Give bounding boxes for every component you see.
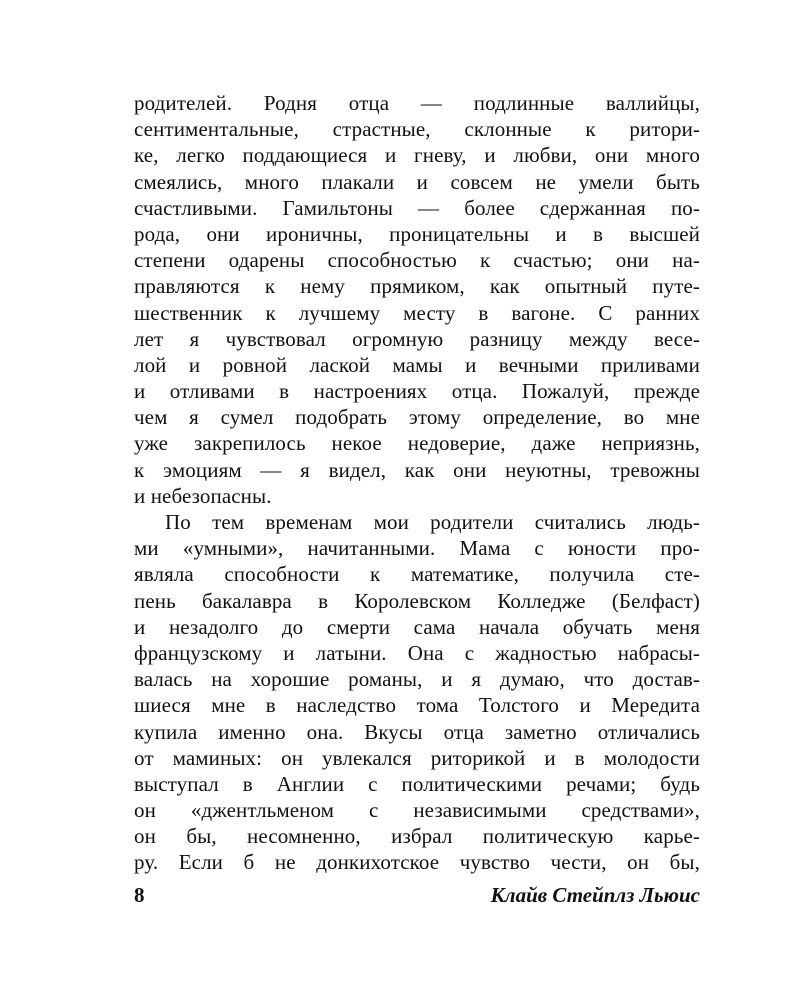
text-line: сентиментальные, страстные, склонные к ритори- bbox=[134, 117, 700, 142]
text-line: уже закрепилось некое недоверие, даже неприязнь, bbox=[134, 431, 700, 456]
text-line: чем я сумел подобрать этому определение, во мне bbox=[134, 405, 700, 430]
paragraph-start-line: По тем временам мои родители считались людь- bbox=[165, 510, 700, 534]
text-line: французскому и латыни. Она с жадностью набрасы- bbox=[134, 640, 700, 665]
text-line: лет я чувствовал огромную разницу между весе- bbox=[134, 326, 700, 351]
text-line: ми «умными», начитанными. Мама с юности про- bbox=[134, 536, 700, 561]
text-line: он бы, несомненно, избрал политическую карье- bbox=[134, 824, 700, 849]
text-line: являла способности к математике, получила сте- bbox=[134, 562, 700, 587]
text-line: он «джентльменом с независимыми средствами», bbox=[134, 798, 700, 823]
text-line: шиеся мне в наследство тома Толстого и Мередита bbox=[134, 693, 700, 718]
text-line: лой и ровной лаской мамы и вечными приливами bbox=[134, 352, 700, 377]
text-line: смеялись, много плакали и совсем не умели быть bbox=[134, 169, 700, 194]
text-line: выступал в Англии с политическими речами; будь bbox=[134, 771, 700, 796]
page-footer bbox=[134, 883, 700, 913]
text-line: пень бакалавра в Королевском Колледже (Белфаст) bbox=[134, 588, 700, 613]
page-number: 8 bbox=[134, 883, 145, 907]
text-line: ке, легко поддающиеся и гневу, и любви, они много bbox=[134, 143, 700, 168]
text-line: счастливыми. Гамильтоны — более сдержанная по- bbox=[134, 195, 700, 220]
text-line: правляются к нему прямиком, как опытный путе- bbox=[134, 274, 700, 299]
text-line: валась на хорошие романы, и я думаю, что достав- bbox=[134, 667, 700, 692]
text-line: купила именно она. Вкусы отца заметно отличались bbox=[134, 719, 700, 744]
text-line: и незадолго до смерти сама начала обучать меня bbox=[134, 614, 700, 639]
running-head-author: Клайв Стейплз Льюис bbox=[490, 883, 700, 907]
body-text bbox=[134, 90, 700, 876]
text-line: рода, они ироничны, проницательны и в высшей bbox=[134, 221, 700, 246]
text-line: степени одарены способностью к счастью; они на- bbox=[134, 248, 700, 273]
text-line: ру. Если б не донкихотское чувство чести, он бы, bbox=[134, 850, 700, 875]
text-line: от маминых: он увлекался риторикой и в молодости bbox=[134, 745, 700, 770]
text-line: и отливами в настроениях отца. Пожалуй, прежде bbox=[134, 379, 700, 404]
text-line: к эмоциям — я видел, как они неуютны, тревожны bbox=[134, 457, 700, 482]
paragraph-end-line: и небезопасны. bbox=[134, 483, 272, 508]
text-line: шественник к лучшему месту в вагоне. С ранних bbox=[134, 300, 700, 325]
text-line: родителей. Родня отца — подлинные валлийцы, bbox=[134, 91, 700, 115]
